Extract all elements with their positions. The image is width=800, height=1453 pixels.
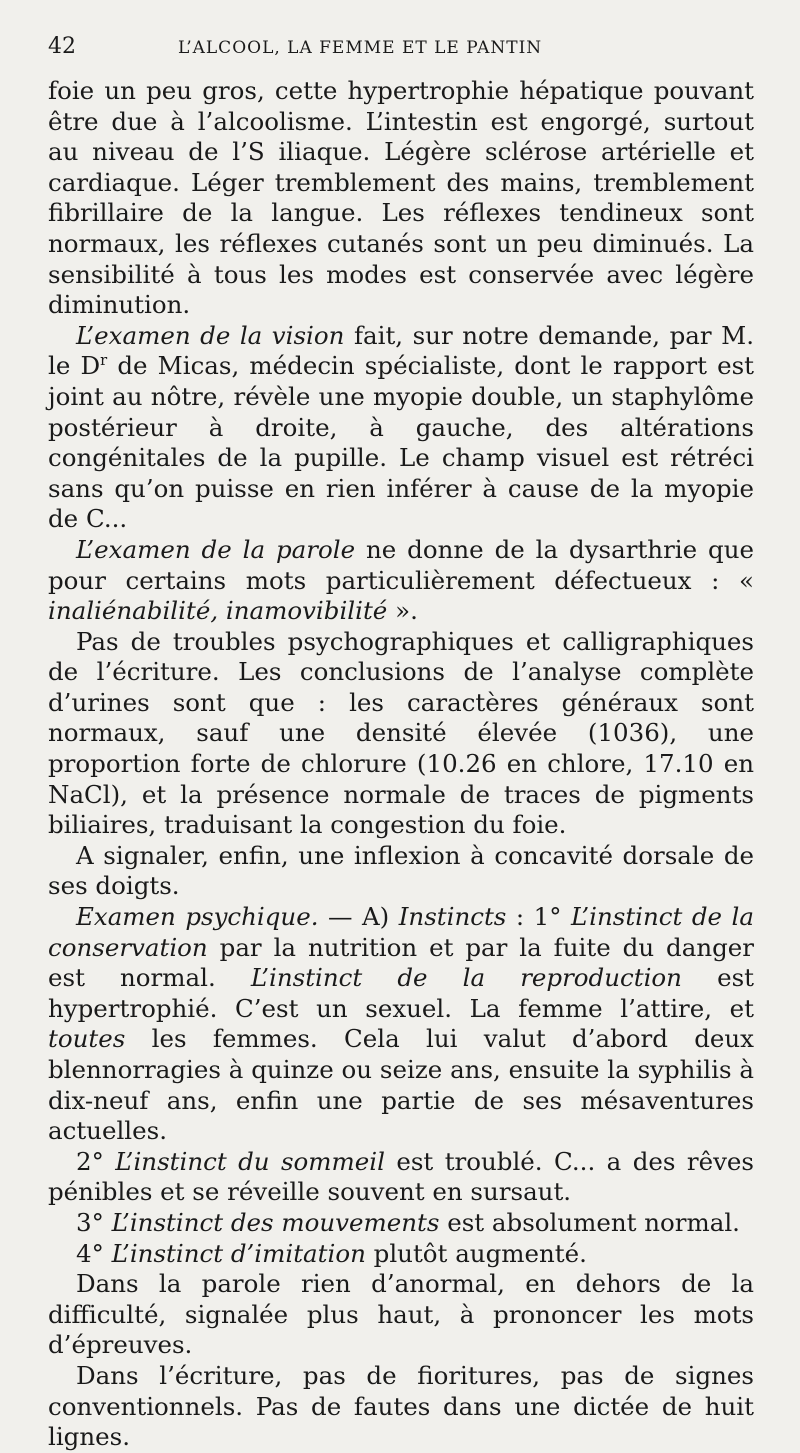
- instinct-movements: L’instinct des mouvements: [111, 1207, 440, 1237]
- vision-heading: L’examen de la vision: [76, 320, 345, 350]
- movements-number: 3°: [76, 1207, 112, 1237]
- sleep-number: 2°: [76, 1146, 116, 1176]
- paragraph-psychic-exam: [48, 902, 754, 1147]
- paragraph-imitation: [48, 1239, 754, 1270]
- instinct-sleep: L’instinct du sommeil: [115, 1146, 385, 1176]
- paragraph-speech-normal: Dans la parole rien d’anormal, en dehors de la difficulté, signalée plus haut, à prononcer les mots d’épreuves.: [48, 1269, 754, 1360]
- paragraph-speech: [48, 535, 754, 627]
- movements-text: est absolument normal.: [439, 1207, 740, 1237]
- imitation-text: plutôt augmenté.: [365, 1238, 587, 1268]
- running-title: L’ALCOOL, LA FEMME ET LE PANTIN: [178, 38, 543, 58]
- vision-text-b: de Micas, médecin spécialiste, dont le rapport est joint au nôtre, révèle une myopie double, un staphylôme postérieur à droite, à gauche, des altérations congénitales de la pupille. Le champ visuel est rétréci sans qu’on puisse en rien inférer à cause de la myopie de C...: [48, 351, 755, 534]
- paragraph-movements: [48, 1208, 754, 1239]
- imitation-number: 4°: [76, 1238, 112, 1268]
- instinct-imitation: L’instinct d’imitation: [111, 1238, 366, 1268]
- doctor-sup: r: [100, 352, 108, 370]
- paragraph-sleep: [48, 1147, 754, 1208]
- speech-words: inaliénabilité, inamovibilité: [48, 596, 388, 626]
- instinct-reproduction: L’instinct de la reproduction: [250, 963, 682, 993]
- paragraph-vision: [48, 321, 754, 535]
- paragraph-writing-urine: Pas de troubles psychographiques et calligraphiques de l’écriture. Les conclusions de l’analyse complète d’urines sont que : les caractères généraux sont normaux, sauf une densité élevée (1036), une proportion forte de chlorure (10.26 en chlore, 17.10 en NaCl), et la présence normale de traces de pigments biliaires, traduisant la congestion du foie.: [48, 626, 754, 840]
- paragraph-writing-normal: Dans l’écriture, pas de fioritures, pas de signes conventionnels. Pas de fautes dans une dictée de huit lignes.: [48, 1360, 754, 1452]
- women-text: les femmes. Cela lui valut d’abord deux blennorragies à quinze ou seize ans, ensuite la syphilis à dix-neuf ans, enfin une partie de ses mésaventures actuelles.: [48, 1024, 754, 1146]
- conservation-text: par la nutrition et par la fuite du danger est normal.: [48, 932, 754, 993]
- instinct-conservation: L’instinct de la conservation: [48, 902, 754, 962]
- body-text: [48, 76, 754, 1453]
- toutes-word: toutes: [48, 1024, 126, 1054]
- instincts-heading: Instincts: [398, 902, 507, 932]
- psychic-dash: — A): [318, 902, 399, 932]
- paragraph-physical-exam: foie un peu gros, cette hypertrophie hépatique pouvant être due à l’alcoolisme. L’intestin est engorgé, surtout au niveau de l’S iliaque. Légère sclérose artérielle et cardiaque. Léger tremblement des mains, tremblement fibrillaire de la langue. Les réflexes tendineux sont normaux, les réflexes cutanés sont un peu diminués. La sensibilité à tous les modes est conservée avec légère diminution.: [48, 76, 754, 320]
- reproduction-text: est hypertrophié. C’est un sexuel. La femme l’attire, et: [48, 963, 754, 1023]
- paragraph-fingers: A signaler, enfin, une inflexion à concavité dorsale de ses doigts.: [48, 840, 754, 901]
- speech-heading: L’examen de la parole: [76, 534, 356, 564]
- vision-text-a: fait, sur notre demande, par M. le D: [48, 320, 754, 381]
- instincts-colon: : 1°: [506, 902, 571, 932]
- speech-text: ne donne de la dysarthrie que pour certains mots particulièrement défectueux : «: [48, 534, 754, 595]
- sleep-text: est troublé. C... a des rêves pénibles et se réveille souvent en sursaut.: [48, 1146, 754, 1207]
- psychic-heading: Examen psychique.: [76, 902, 319, 932]
- speech-close: ».: [387, 596, 418, 626]
- running-head: [48, 34, 754, 76]
- page-number: 42: [48, 34, 76, 59]
